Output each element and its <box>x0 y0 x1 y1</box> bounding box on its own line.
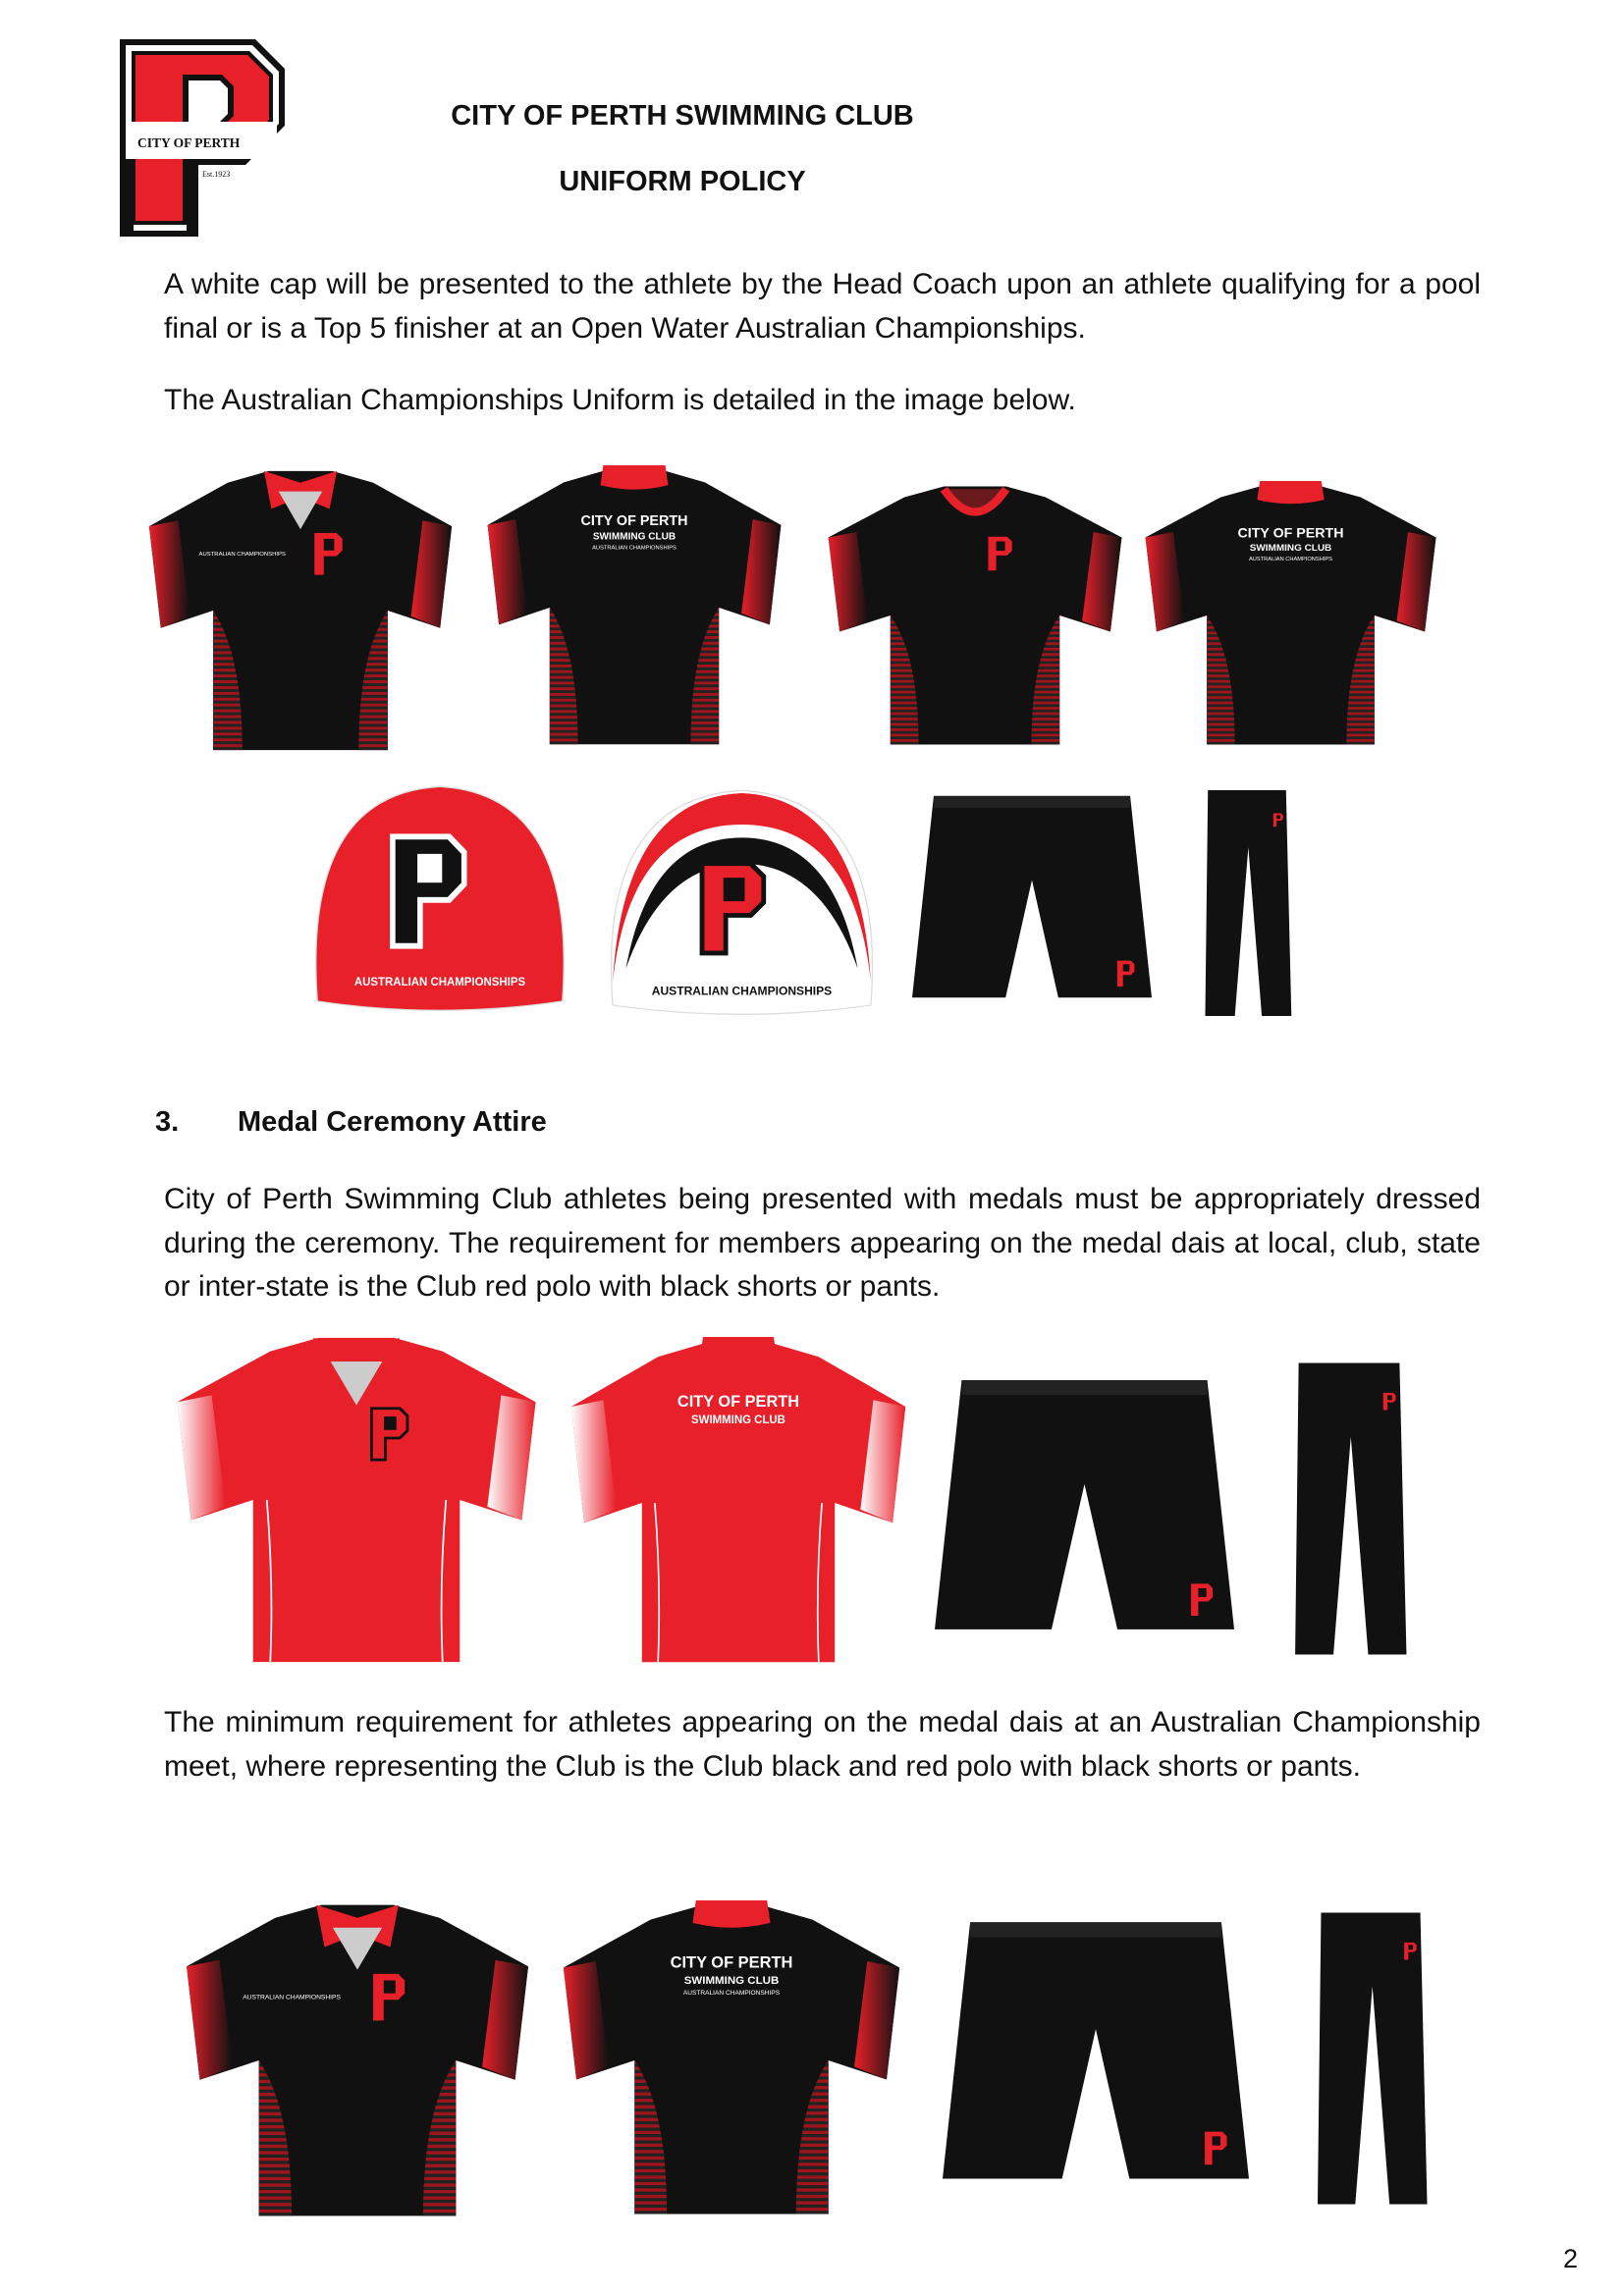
red-polo-back <box>562 1337 915 1669</box>
black-polo-front <box>140 465 460 756</box>
black-polo-front <box>177 1898 538 2222</box>
front-print: AUSTRALIAN CHAMPIONSHIPS <box>198 551 286 558</box>
back-print-line1: CITY OF PERTH <box>1237 524 1344 541</box>
back-print-line1: CITY OF PERTH <box>580 512 688 529</box>
black-shorts <box>943 1916 1249 2191</box>
logo-text: CITY OF PERTH <box>137 135 241 150</box>
black-polo-back <box>554 1900 909 2220</box>
intro-paragraph-2: The Australian Championships Uniform is detailed in the image below. <box>164 384 1076 416</box>
red-polo-front <box>167 1331 546 1669</box>
back-print-line2: SWIMMING CLUB <box>691 1413 785 1426</box>
back-print-line2: SWIMMING CLUB <box>683 1974 780 1987</box>
document-subtitle: UNIFORM POLICY <box>559 166 806 197</box>
white-swim-cap <box>597 785 887 1021</box>
back-print-line3: AUSTRALIAN CHAMPIONSHIPS <box>1249 556 1332 562</box>
document-title: CITY OF PERTH SWIMMING CLUB <box>451 100 914 132</box>
back-print-line1: CITY OF PERTH <box>670 1953 793 1972</box>
black-pants <box>1288 1357 1410 1661</box>
section-number: 3. <box>155 1106 180 1138</box>
back-print-line1: CITY OF PERTH <box>677 1391 800 1412</box>
back-print-line2: SWIMMING CLUB <box>1249 543 1332 555</box>
cap-text: AUSTRALIAN CHAMPIONSHIPS <box>651 984 833 998</box>
black-tee-front <box>820 481 1130 750</box>
section3-paragraph-1: City of Perth Swimming Club athletes being presented with medals must be appropriately dressed during the ceremony. The requirement for members appearing on the medal dais at local, club, state or inter-state is the Club red polo with black shorts or pants. <box>164 1183 1481 1303</box>
back-print-line2: SWIMMING CLUB <box>592 531 677 543</box>
club-logo <box>118 37 287 239</box>
red-swim-cap <box>302 781 577 1017</box>
black-pants <box>1200 785 1294 1021</box>
black-shorts <box>912 791 1152 1007</box>
back-print-line3: AUSTRALIAN CHAMPIONSHIPS <box>682 1990 781 1998</box>
black-tee-back <box>1137 481 1444 750</box>
black-shorts <box>935 1374 1234 1641</box>
logo-est: Est.1923 <box>202 170 231 179</box>
section-heading: Medal Ceremony Attire <box>238 1106 547 1138</box>
section3-paragraph-2: The minimum requirement for athletes appearing on the medal dais at an Australian Championship meet, where representing the Club is the Club black and red polo with black shorts or pants. <box>164 1706 1481 1783</box>
cap-text: AUSTRALIAN CHAMPIONSHIPS <box>353 975 526 989</box>
intro-paragraph-1: A white cap will be presented to the athlete by the Head Coach upon an athlete qualifying for a pool final or is a Top 5 finisher at an Open Water Australian Championships. <box>164 268 1481 345</box>
black-pants <box>1311 1906 1431 2211</box>
back-print-line3: AUSTRALIAN CHAMPIONSHIPS <box>592 545 677 552</box>
black-polo-back <box>479 465 789 750</box>
front-print: AUSTRALIAN CHAMPIONSHIPS <box>243 1994 341 2002</box>
page-number: 2 <box>1563 2244 1579 2273</box>
